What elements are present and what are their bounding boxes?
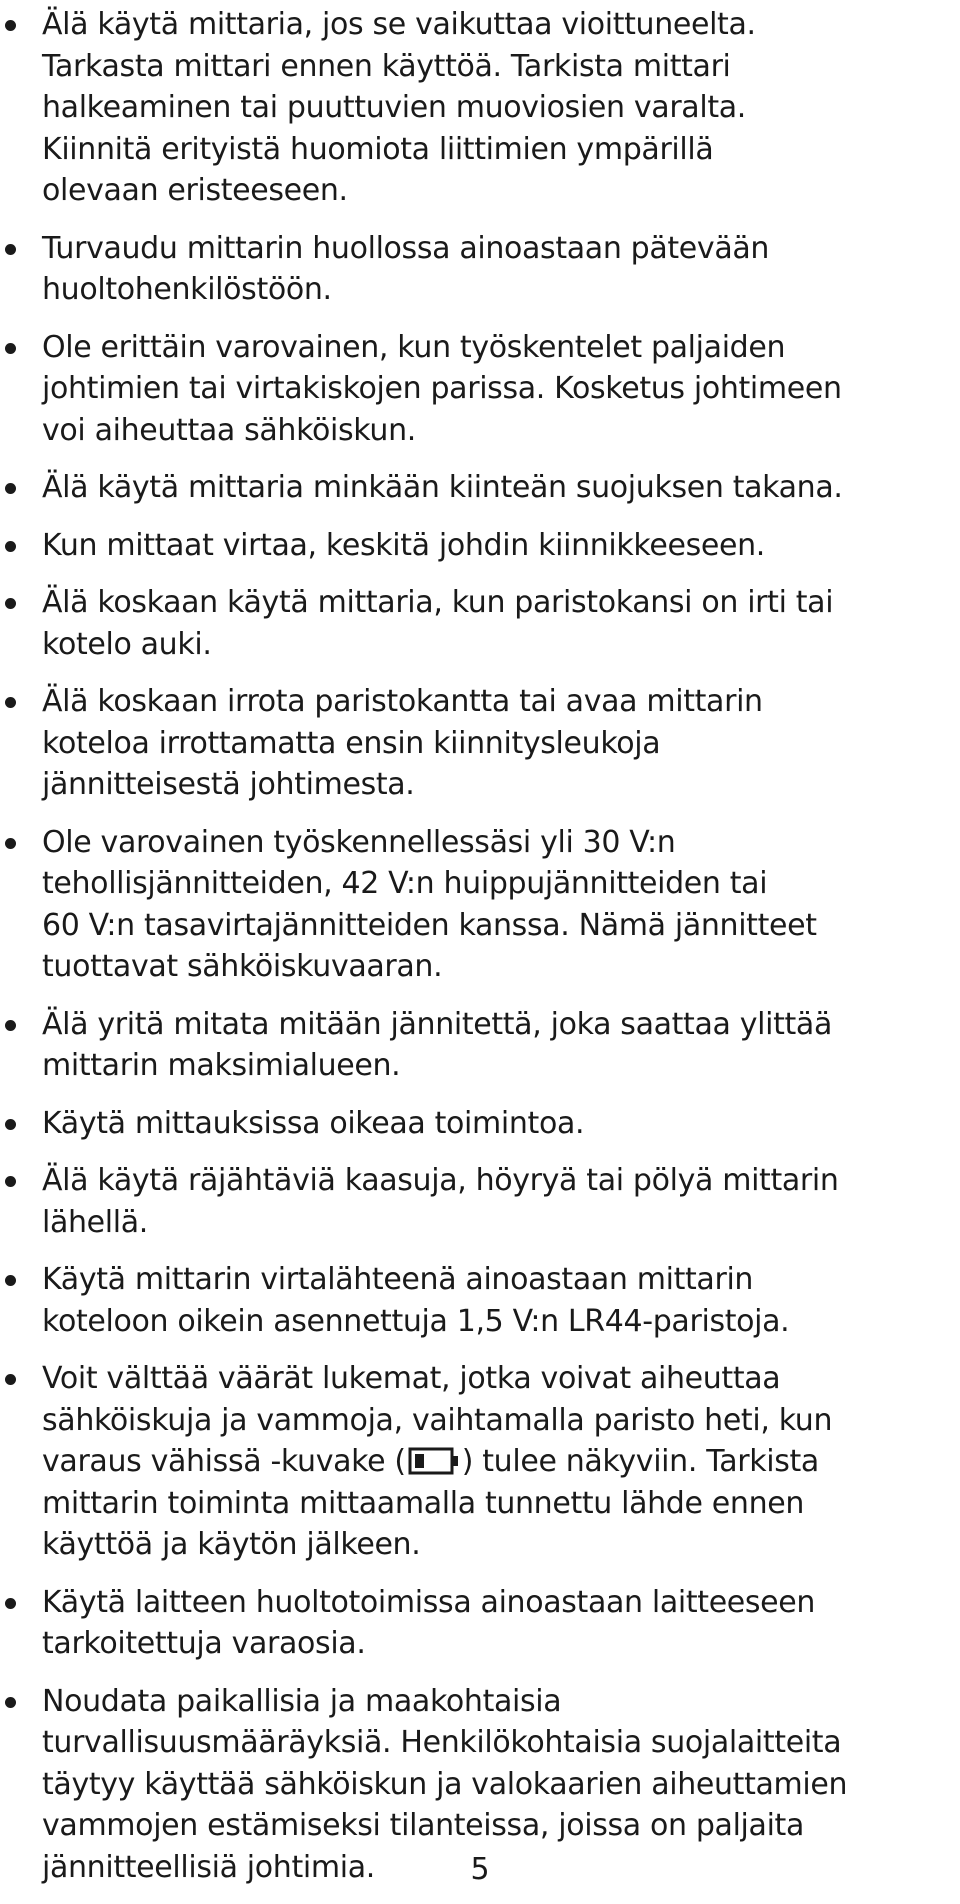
list-item: Kun mittaat virtaa, keskitä johdin kiinnikkeeseen.: [0, 525, 960, 567]
list-item: Käytä mittauksissa oikeaa toimintoa.: [0, 1103, 960, 1145]
list-item: Käytä mittarin virtalähteenä ainoastaan mittarin koteloon oikein asennettuja 1,5 V:n LR44-paristoja.: [0, 1259, 960, 1342]
list-item: Älä koskaan irrota paristokantta tai avaa mittarin koteloa irrottamatta ensin kiinnitysleukoja jännitteisestä johtimesta.: [0, 681, 960, 806]
list-item: Noudata paikallisia ja maakohtaisia turvallisuusmääräyksiä. Henkilökohtaisia suojalaitteita täytyy käyttää sähköiskun ja valokaarien aiheuttamien vammojen estämiseksi tilanteissa, joissa on paljaita jännitteellisiä johtimia.: [0, 1681, 960, 1889]
safety-warnings-list: [0, 4, 960, 1904]
list-item: Älä käytä räjähtäviä kaasuja, höyryä tai pölyä mittarin lähellä.: [0, 1160, 960, 1243]
list-item: Älä yritä mitata mitään jännitettä, joka saattaa ylittää mittarin maksimialueen.: [0, 1004, 960, 1087]
list-item: Käytä laitteen huoltotoimissa ainoastaan laitteeseen tarkoitettuja varaosia.: [0, 1582, 960, 1665]
list-item: Älä koskaan käytä mittaria, kun paristokansi on irti tai kotelo auki.: [0, 582, 960, 665]
list-item: Älä käytä mittaria, jos se vaikuttaa vioittuneelta. Tarkasta mittari ennen käyttöä. Tarkista mittari halkeaminen tai puuttuvien muoviosien varalta. Kiinnitä erityistä huomiota liittimien ympärillä olevaan eristeeseen.: [0, 4, 960, 212]
page-number: 5: [470, 1852, 490, 1887]
list-item: Älä käytä mittaria minkään kiinteän suojuksen takana.: [0, 467, 960, 509]
list-item: Ole erittäin varovainen, kun työskentelet paljaiden johtimien tai virtakiskojen parissa. Kosketus johtimeen voi aiheuttaa sähköiskun.: [0, 327, 960, 452]
low-battery-icon: [408, 1446, 460, 1476]
battery-warning-text-before: Voit välttää väärät lukemat, jotka voivat aiheuttaa sähköiskuja ja vammoja, vaihtamalla paristo heti, kun varaus vähissä -kuvake (: [42, 1361, 833, 1479]
list-item: Turvaudu mittarin huollossa ainoastaan pätevään huoltohenkilöstöön.: [0, 228, 960, 311]
list-item-battery-warning: [0, 1358, 960, 1566]
battery-warning-text-after: ) tulee näkyviin. Tarkista mittarin toiminta mittaamalla tunnettu lähde ennen käyttöä ja käytön jälkeen.: [42, 1444, 819, 1562]
list-item: Ole varovainen työskennellessäsi yli 30 V:n tehollisjännitteiden, 42 V:n huippujännitteiden tai 60 V:n tasavirtajännitteiden kanssa. Nämä jännitteet tuottavat sähköiskuvaaran.: [0, 822, 960, 988]
